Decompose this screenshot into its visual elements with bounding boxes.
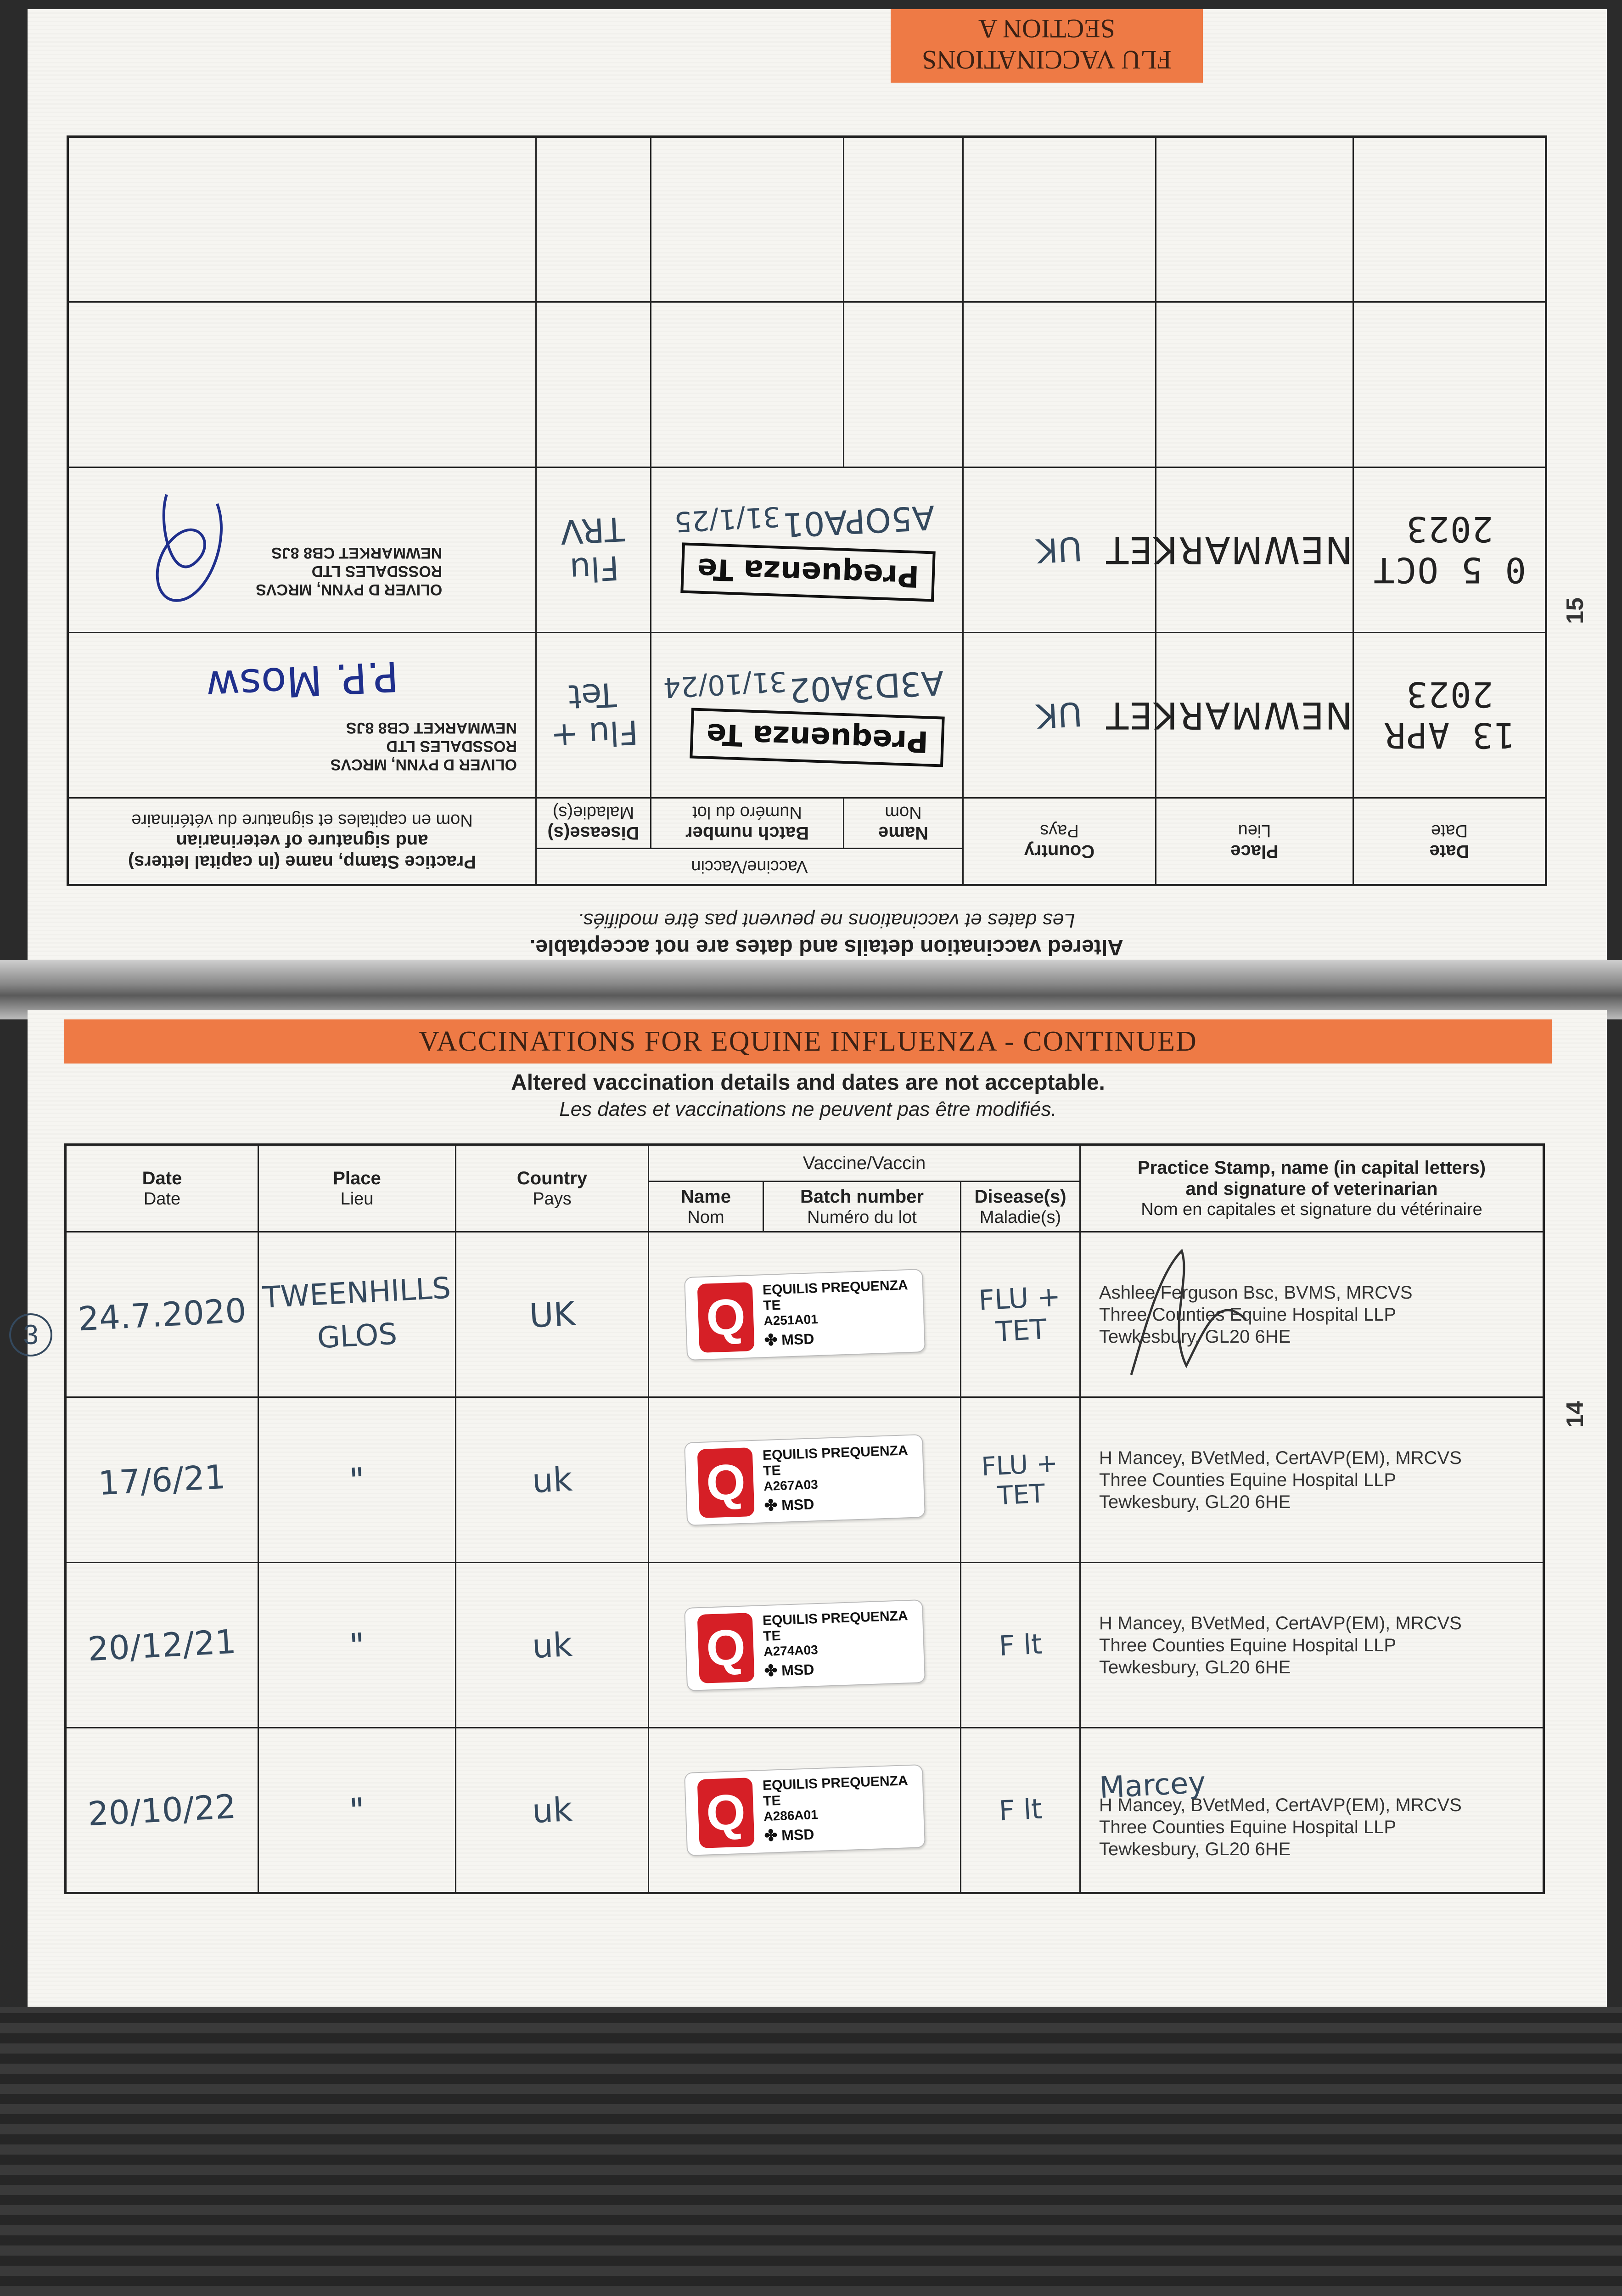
top-header-vaccine: Vaccine/Vaccin [536, 849, 963, 885]
prequenza-stamp: Prequenza Te [681, 543, 936, 602]
header-date: Date Date [66, 1145, 258, 1232]
row-country: uk [531, 1625, 573, 1666]
page-number-15: 15 [1562, 597, 1589, 624]
vet-stamp: OLIVER D PYNN, MRCVS ROSSDALES LTD NEWMARKET CB8 8JS [256, 544, 443, 599]
vet-signature: Marcey [1098, 1766, 1207, 1806]
table-row-empty [67, 302, 1546, 467]
top-notice-fr: Les dates et vaccinations ne peuvent pas être modifiés. [578, 909, 1075, 932]
row-disease: FLU + TET [981, 1448, 1059, 1511]
row-disease: Flu TRV [559, 509, 626, 590]
vet-stamp: H Mancey, BVetMed, CertAVP(EM), MRCVS Three Counties Equine Hospital LLP Tewkesbury, GL20 6HE [1099, 1795, 1462, 1859]
header-disease: Disease(s) Maladie(s) [961, 1182, 1080, 1232]
bottom-notice-en: Altered vaccination details and dates are not acceptable. [511, 1070, 1105, 1095]
table-row-empty [67, 137, 1546, 302]
row-place: NEWMARKET [1105, 529, 1353, 571]
vet-signature-scribble [144, 486, 236, 614]
top-header-batch: Batch number Numéro du lot [651, 798, 844, 849]
top-header-practice: Practice Stamp, name (in capital letters) and signature of veterinarian Nom en capitales et signature du vétérinaire [67, 798, 536, 885]
top-header-country: Country Pays [963, 798, 1156, 885]
vaccine-sticker: Q EQUILIS PREQUENZA TE A267A03 ✤ MSD [684, 1434, 925, 1525]
header-vaccine: Vaccine/Vaccin [649, 1145, 1080, 1182]
q-logo-icon: Q [697, 1447, 754, 1518]
row-batch: A5OPA01 [781, 498, 936, 545]
section-banner: FLU VACCINATIONS SECTION A [891, 9, 1203, 83]
top-header-place: Place Lieu [1156, 798, 1353, 885]
row-disease: F lt [998, 1793, 1043, 1828]
background-surface [0, 2007, 1622, 2296]
msd-logo-icon: ✤ [763, 1827, 778, 1845]
q-logo-icon: Q [697, 1778, 754, 1848]
vet-stamp: H Mancey, BVetMed, CertAVP(EM), MRCVS Three Counties Equine Hospital LLP Tewkesbury, GL20 6HE [1099, 1447, 1462, 1512]
vaccine-sticker: Q EQUILIS PREQUENZA TE A251A01 ✤ MSD [684, 1268, 925, 1360]
table-row [66, 1728, 1544, 1893]
header-name: Name Nom [649, 1182, 763, 1232]
row-place: " [348, 1625, 366, 1665]
passport-page-14 [23, 1010, 1607, 2007]
table-row [66, 1563, 1544, 1728]
row-batch-expiry: 31/10/24 [662, 665, 788, 704]
top-header-date: Date Date [1353, 798, 1546, 885]
prequenza-stamp: Prequenza Te [690, 708, 945, 767]
vet-signature: P.P. Mosw [204, 652, 400, 710]
top-header-name: Name Nom [844, 798, 963, 849]
bottom-vaccination-table [64, 1143, 1545, 1894]
bottom-notice-fr: Les dates et vaccinations ne peuvent pas être modifiés. [559, 1098, 1057, 1120]
row-country: UK [1035, 529, 1083, 571]
row-batch: A3D3A02 [788, 663, 945, 710]
page-15-content [28, 9, 1607, 964]
row-place: NEWMARKET [1105, 694, 1353, 737]
row-country: UK [528, 1294, 576, 1335]
row-disease: F lt [998, 1628, 1043, 1662]
top-notice [138, 909, 1515, 960]
header-practice: Practice Stamp, name (in capital letters) and signature of veterinarian Nom en capitales et signature du vétérinaire [1080, 1145, 1544, 1232]
header-batch: Batch number Numéro du lot [763, 1182, 961, 1232]
table-row [67, 467, 1546, 633]
table-row [67, 633, 1546, 798]
top-vaccination-table [67, 135, 1547, 886]
row-country: UK [1035, 694, 1083, 736]
bottom-notice [119, 1070, 1497, 1121]
row-place-line2: GLOS [316, 1317, 398, 1356]
row-place: " [348, 1790, 366, 1830]
vet-stamp: H Mancey, BVetMed, CertAVP(EM), MRCVS Three Counties Equine Hospital LLP Tewkesbury, GL20 6HE [1099, 1613, 1462, 1677]
circle-marker: 3 [9, 1313, 52, 1356]
row-place: " [348, 1460, 366, 1500]
page-number-14: 14 [1562, 1401, 1589, 1428]
row-date: 24.7.2020 [77, 1290, 247, 1339]
page-title: VACCINATIONS FOR EQUINE INFLUENZA - CONTINUED [64, 1019, 1552, 1064]
row-date: 20/10/22 [87, 1787, 237, 1834]
q-logo-icon: Q [697, 1282, 754, 1352]
table-row [66, 1397, 1544, 1563]
row-batch-expiry: 31/1/25 [673, 500, 781, 538]
row-disease: FLU + TET [977, 1280, 1061, 1348]
row-disease: Flu + Tet [550, 675, 639, 756]
row-date: 0 5 OCT 2023 [1372, 509, 1527, 591]
top-header-disease: Disease(s) Maladie(s) [536, 798, 651, 849]
vaccine-sticker: Q EQUILIS PREQUENZA TE A274A03 ✤ MSD [684, 1599, 925, 1691]
vaccine-sticker: Q EQUILIS PREQUENZA TE A286A01 ✤ MSD [684, 1764, 925, 1856]
msd-logo-icon: ✤ [763, 1661, 778, 1680]
row-place: TWEENHILLS [262, 1271, 452, 1315]
top-notice-en: Altered vaccination details and dates are not acceptable. [529, 935, 1123, 959]
row-country: uk [531, 1459, 573, 1500]
msd-logo-icon: ✤ [763, 1331, 778, 1349]
q-logo-icon: Q [697, 1612, 754, 1683]
row-date: 17/6/21 [97, 1457, 227, 1503]
header-place: Place Lieu [258, 1145, 456, 1232]
vet-stamp: Ashlee Ferguson Bsc, BVMS, MRCVS Three Counties Equine Hospital LLP Tewkesbury, GL20 6HE [1099, 1282, 1413, 1347]
vet-signature-scribble [1117, 1237, 1255, 1389]
table-row [66, 1232, 1544, 1397]
passport-page-15 [28, 9, 1607, 964]
vet-stamp: OLIVER D PYNN, MRCVS ROSSDALES LTD NEWMARKET CB8 8JS [330, 719, 517, 773]
row-date: 13 APR 2023 [1383, 674, 1515, 756]
row-date: 20/12/21 [87, 1622, 237, 1668]
msd-logo-icon: ✤ [763, 1496, 778, 1514]
row-country: uk [531, 1790, 573, 1831]
header-country: Country Pays [456, 1145, 649, 1232]
